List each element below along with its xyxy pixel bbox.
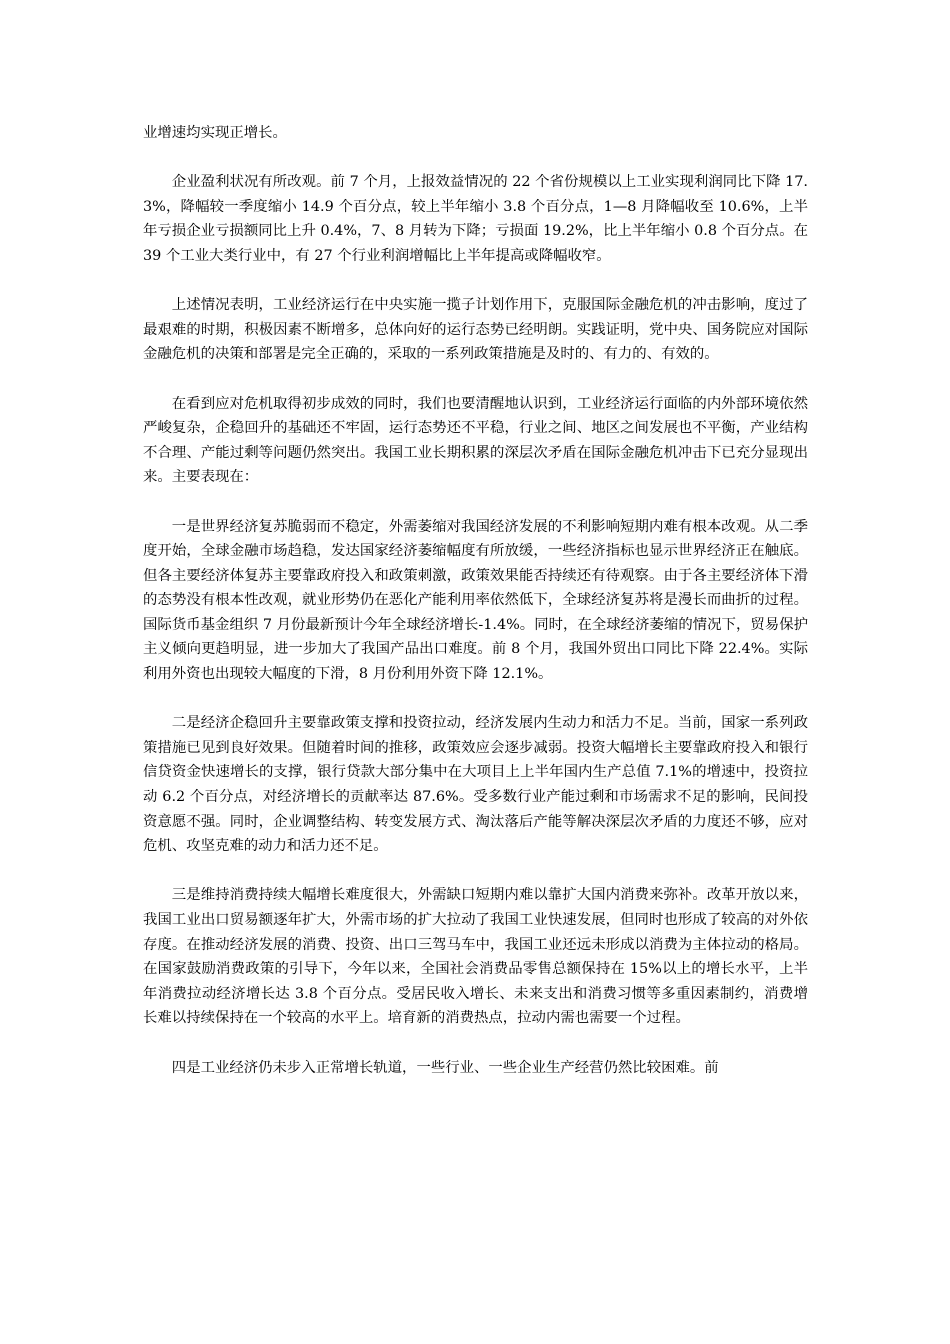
paragraph-summary: 上述情况表明，工业经济运行在中央实施一揽子计划作用下，克服国际金融危机的冲击影响，度过了最艰难的时期，积极因素不断增多，总体向好的运行态势已经明朗。实践证明，党中央、国务院应对国际金融危机的决策和部署是完全正确的，采取的一系列政策措施是及时的、有力的、有效的。: [143, 297, 808, 363]
paragraph-point-four: 四是工业经济仍未步入正常增长轨道，一些行业、一些企业生产经营仍然比较困难。前: [171, 1059, 719, 1076]
paragraph-point-one: 一是世界经济复苏脆弱而不稳定，外需萎缩对我国经济发展的不利影响短期内难有根本改观。从二季度开始，全球金融市场趋稳，发达国家经济萎缩幅度有所放缓，一些经济指标也显示世界经济正在触底。但各主要经济体复苏主要靠政府投入和政策刺激，政策效果能否持续还有待观察。由于各主要经济体下滑的态势没有根本性改观，就业形势仍在恶化产能利用率依然低下，全球经济复苏将是漫长而曲折的过程。国际货币基金组织 7 月份最新预计今年全球经济增长-1.4%。同时，在全球经济萎缩的情况下，贸易保护主义倾向更趋明显，进一步加大了我国产品出口难度。前 8 个月，我国外贸出口同比下降 22.4%。实际利用外资也出现较大幅度的下滑，8 月份利用外资下降 12.1%。: [143, 518, 808, 683]
paragraph-point-two: 二是经济企稳回升主要靠政策支撑和投资拉动，经济发展内生动力和活力不足。当前，国家一系列政策措施已见到良好效果。但随着时间的推移，政策效应会逐步减弱。投资大幅增长主要靠政府投入和银行信贷资金快速增长的支撑，银行贷款大部分集中在大项目上上半年国内生产总值 7.1%的增速中，投资拉动 6.2 个百分点，对经济增长的贡献率达 87.6%。受多数行业产能过剩和市场需求不足的影响，民间投资意愿不强。同时，企业调整结构、转变发展方式、淘汰落后产能等解决深层次矛盾的力度还不够，应对危机、攻坚克难的动力和活力还不足。: [143, 715, 808, 855]
paragraph-challenges: 在看到应对危机取得初步成效的同时，我们也要清醒地认识到，工业经济运行面临的内外部环境依然严峻复杂，企稳回升的基础还不牢固，运行态势还不平稳，行业之间、地区之间发展也不平衡，产业结构不合理、产能过剩等问题仍然突出。我国工业长期积累的深层次矛盾在国际金融危机冲击下已充分显现出来。主要表现在：: [143, 395, 808, 486]
paragraph-continuation: 业增速均实现正增长。: [143, 125, 287, 141]
paragraph-point-three: 三是维持消费持续大幅增长难度很大，外需缺口短期内难以靠扩大国内消费来弥补。改革开放以来，我国工业出口贸易额逐年扩大，外需市场的扩大拉动了我国工业快速发展，但同时也形成了较高的对外依存度。在推动经济发展的消费、投资、出口三驾马车中，我国工业还远未形成以消费为主体拉动的格局。在国家鼓励消费政策的引导下，今年以来，全国社会消费品零售总额保持在 15%以上的增长水平，上半年消费拉动经济增长达 3.8 个百分点。受居民收入增长、未来支出和消费习惯等多重因素制约，消费增长难以持续保持在一个较高的水平上。培育新的消费热点，拉动内需也需要一个过程。: [143, 887, 808, 1027]
document-body: [143, 121, 808, 1105]
paragraph-profit: 企业盈利状况有所改观。前 7 个月，上报效益情况的 22 个省份规模以上工业实现利润同比下降 17.3%，降幅较一季度缩小 14.9 个百分点，较上半年缩小 3.8 个百分点，1—8 月降幅收至 10.6%，上半年亏损企业亏损额同比上升 0.4%，7、8 月转为下降；亏损面 19.2%，比上半年缩小 0.8 个百分点。在 39 个工业大类行业中，有 27 个行业利润增幅比上半年提高或降幅收窄。: [143, 174, 808, 264]
